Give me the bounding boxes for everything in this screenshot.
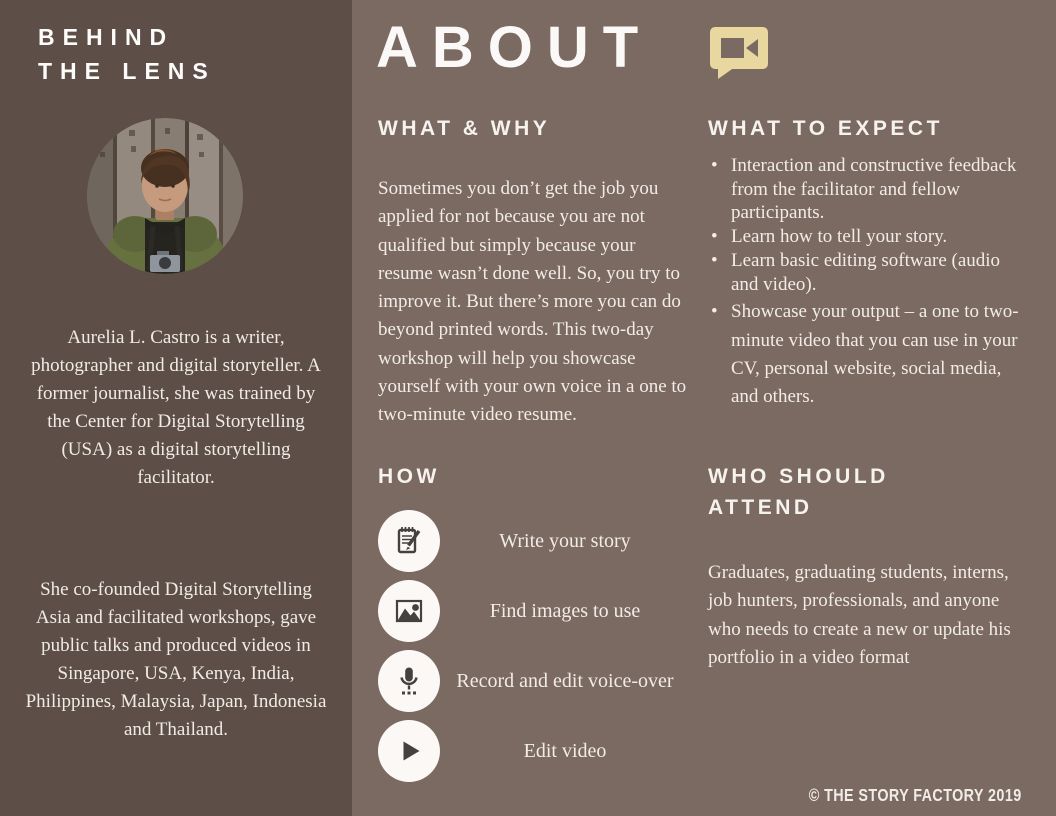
how-step-label: Edit video xyxy=(523,739,607,762)
panel-title-line2: THE LENS xyxy=(38,58,216,84)
who-should-attend-body: Graduates, graduating students, interns, job hunters, professionals, and anyone who needs to create a new or update his portfolio in a video format xyxy=(708,562,1011,668)
portrait-photo xyxy=(87,118,243,274)
who-should-attend-heading: WHO SHOULD ATTEND xyxy=(708,465,889,519)
list-item: • Interaction and constructive feedback from the facilitator and fellow participants. xyxy=(708,154,1020,225)
page-title: ABOUT xyxy=(376,15,653,80)
how-step-label: Write your story xyxy=(499,529,631,552)
how-step-edit-video xyxy=(378,720,678,782)
play-icon xyxy=(378,720,440,782)
how-step-write xyxy=(378,510,678,572)
what-to-expect-heading: WHAT TO EXPECT xyxy=(708,117,943,140)
what-why-body: Sometimes you don’t get the job you applied for not because you are not qualified but simply because your resume wasn’t done well. So, you try to improve it. But there’s more you can do beyond printed words. This two-day workshop will help you showcase yourself with your own voice in a one to two-minute video resume. xyxy=(378,178,687,426)
about-panel xyxy=(352,0,1056,816)
list-item: • Showcase your output – a one to two-minute video that you can use in your CV, personal website, social media, and others. xyxy=(708,298,1020,412)
image-icon xyxy=(378,580,440,642)
what-why-heading: WHAT & WHY xyxy=(378,117,551,140)
what-to-expect-list xyxy=(708,154,1020,412)
list-item: • Learn basic editing software (audio and video). xyxy=(708,249,1020,296)
bio-paragraph-2: She co-founded Digital Storytelling Asia and facilitated workshops, gave public talks and produced videos in Singapore, USA, Kenya, India, Philippines, Malaysia, Japan, Indonesia and Thailand. xyxy=(25,579,327,740)
how-step-voiceover xyxy=(378,650,678,712)
bio-paragraph-1: Aurelia L. Castro is a writer, photographer and digital storyteller. A former journalist, she was trained by the Center for Digital Storytelling (USA) as a digital storytelling facilitator. xyxy=(31,327,321,488)
copyright-text: © THE STORY FACTORY 2019 xyxy=(809,785,1022,805)
how-step-images xyxy=(378,580,678,642)
how-heading: HOW xyxy=(378,465,440,488)
microphone-icon xyxy=(378,650,440,712)
panel-title xyxy=(38,20,216,88)
notepad-pencil-icon xyxy=(378,510,440,572)
list-item: • Learn how to tell your story. xyxy=(708,225,1020,249)
video-chat-icon xyxy=(710,27,768,80)
how-step-label: Find images to use xyxy=(489,599,641,622)
how-steps xyxy=(378,510,678,782)
panel-title-line1: BEHIND xyxy=(38,24,175,50)
portrait-photo-illustration xyxy=(87,118,243,274)
behind-the-lens-panel xyxy=(0,0,352,816)
how-step-label: Record and edit voice-over xyxy=(456,669,674,692)
